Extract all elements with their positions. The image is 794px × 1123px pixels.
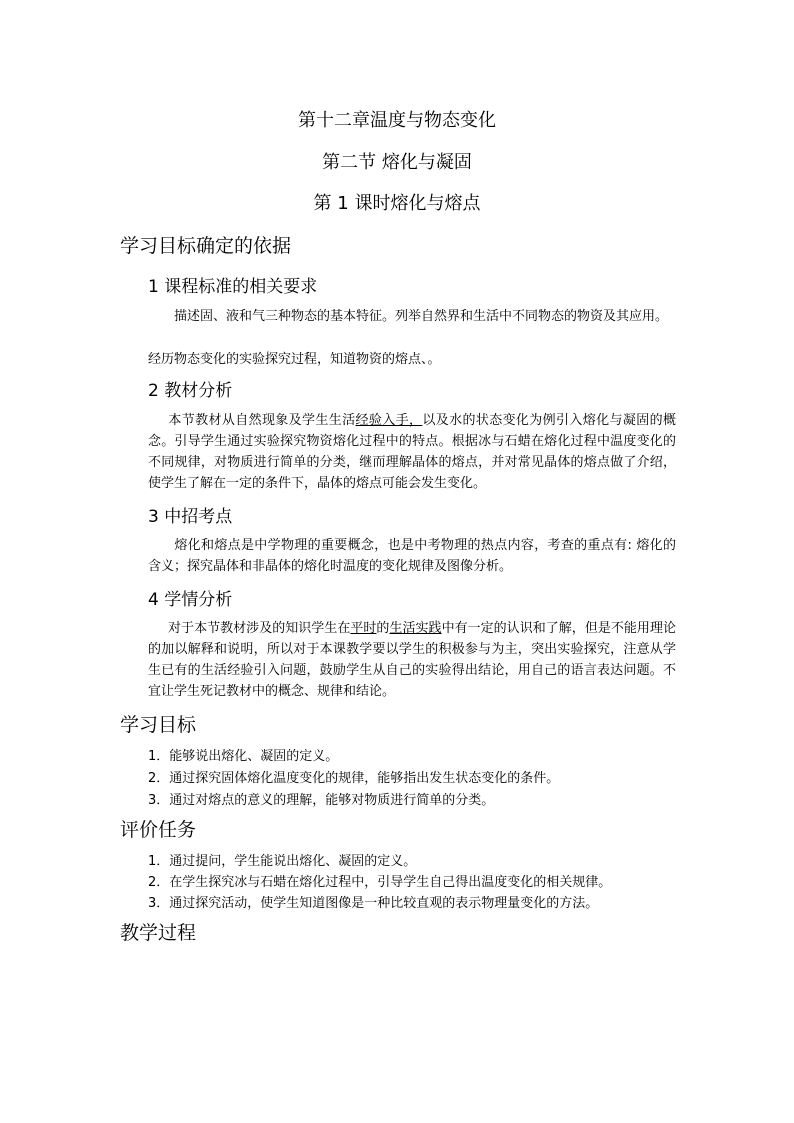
evaluation-item-3: 3．通过探究活动，使学生知道图像是一种比较直观的表示物理量变化的方法。 xyxy=(148,896,599,911)
learner-text-mid: 的 xyxy=(376,621,390,636)
objective-item-1: 1．能够说出熔化、凝固的定义。 xyxy=(148,749,339,764)
learner-text-post: 中有一定的认识和了解，但是不能用理论的加以解释和说明，所以对于本课教学要以学生的积极参与为主，突出实验探究，注意从学生已有的生活经验引入问题，鼓励学生从自己的实验得出结论，用自己的语言表达问题。不宜让学生死记教材中的概念、规律和结论。 xyxy=(148,621,676,699)
chapter-title: 第十二章温度与物态变化 xyxy=(298,110,496,131)
teaching-process-heading: 教学过程 xyxy=(120,922,197,944)
exam-points-text: 熔化和熔点是中学物理的重要概念，也是中考物理的热点内容，考查的重点有: 熔化的含义；探究晶体和非晶体的熔化时温度的变化规律及图像分析。 xyxy=(148,538,676,574)
textbook-text-post: 以及水的状态变化为例引入熔化与凝固的概念。引导学生通过实验探究物资熔化过程中的特点。根据冰与石蜡在熔化过程中温度变化的不同规律，对物质进行简单的分类，继而理解晶体的熔点，并对常见晶体的熔点做了介绍，使学生了解在一定的条件下，晶体的熔点可能会发生变化。 xyxy=(148,413,676,491)
learner-text-underlined-1: 平时 xyxy=(350,621,377,636)
textbook-text-pre: 本节教材从自然现象及学生生活 xyxy=(168,413,356,428)
lesson-title: 第 1 课时熔化与熔点 xyxy=(313,193,481,214)
section-title: 第二节 熔化与凝固 xyxy=(322,152,472,173)
textbook-analysis-heading: 2 教材分析 xyxy=(148,381,233,401)
objective-item-3: 3．通过对熔点的意义的理解，能够对物质进行简单的分类。 xyxy=(148,793,495,808)
exam-points-heading: 3 中招考点 xyxy=(148,507,233,527)
standards-paragraph-2: 经历物态变化的实验探究过程，知道物资的熔点、。 xyxy=(148,352,441,367)
textbook-analysis-paragraph xyxy=(148,410,676,494)
textbook-text-underlined: 经验入手， xyxy=(355,413,423,428)
objectives-heading: 学习目标 xyxy=(120,714,197,736)
standards-paragraph-1 xyxy=(148,306,676,327)
evaluation-heading: 评价任务 xyxy=(120,819,197,841)
evaluation-item-2: 2．在学生探究冰与石蜡在熔化过程中，引导学生自己得出温度变化的相关规律。 xyxy=(148,875,612,890)
standards-text-1: 描述固、液和气三种物态的基本特征。列举自然界和生活中不同物态的物资及其应用。 xyxy=(174,309,669,324)
learner-analysis-paragraph xyxy=(148,618,676,702)
basis-heading: 学习目标确定的依据 xyxy=(120,235,292,257)
objective-item-2: 2．通过探究固体熔化温度变化的规律，能够指出发生状态变化的条件。 xyxy=(148,771,560,786)
learner-text-pre: 对于本节教材涉及的知识学生在 xyxy=(168,621,351,636)
evaluation-item-1: 1．通过提问，学生能说出熔化、凝固的定义。 xyxy=(148,854,417,869)
standards-heading: 1 课程标准的相关要求 xyxy=(148,277,318,297)
learner-text-underlined-2: 生活实践 xyxy=(389,621,442,636)
learner-analysis-heading: 4 学情分析 xyxy=(148,590,233,610)
exam-points-paragraph xyxy=(148,535,676,577)
